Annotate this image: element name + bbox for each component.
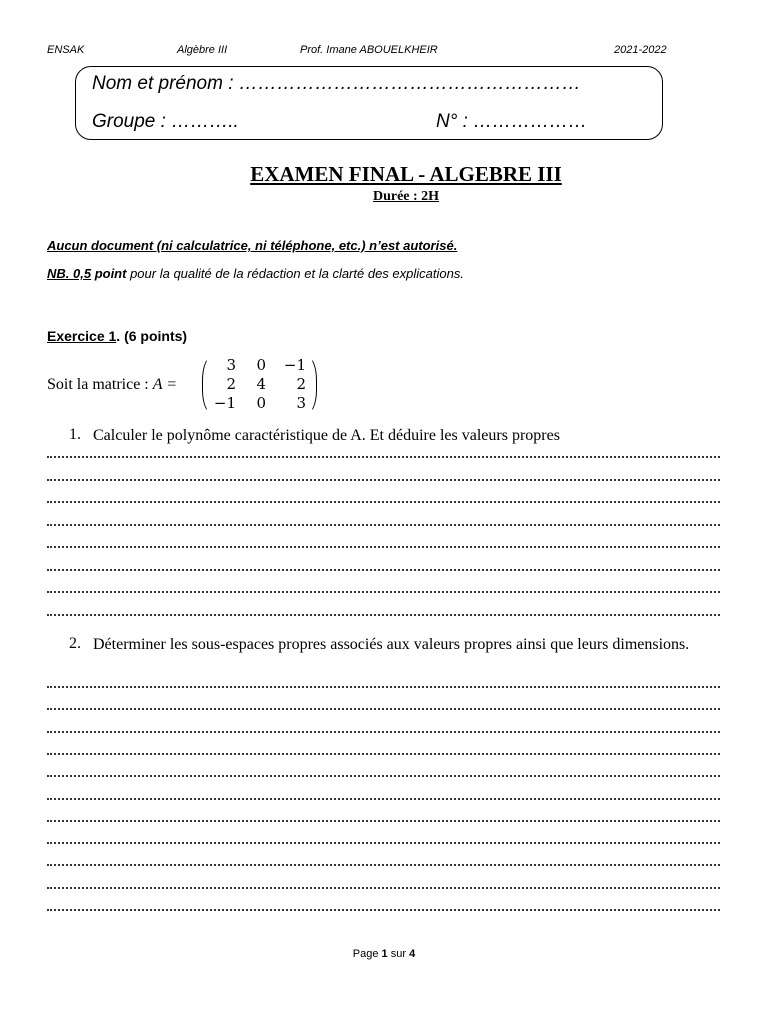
matrix-cell: 3 xyxy=(226,356,236,374)
page-header xyxy=(0,44,768,60)
answer-line[interactable] xyxy=(47,614,720,616)
name-field-label: Nom et prénom : ……………………………………………… xyxy=(92,73,581,94)
matrix-cell: 2 xyxy=(226,375,236,393)
matrix-right-paren xyxy=(307,356,317,414)
answer-line[interactable] xyxy=(47,753,720,755)
answer-line[interactable] xyxy=(47,820,720,822)
answer-line[interactable] xyxy=(47,798,720,800)
student-number-label: N° : ……………… xyxy=(436,111,588,132)
answer-line[interactable] xyxy=(47,569,720,571)
matrix-cell: −1 xyxy=(283,356,306,374)
matrix-name: A = xyxy=(152,376,178,393)
exercise-1-points: . (6 points) xyxy=(116,328,188,344)
matrix-cell: 2 xyxy=(296,375,306,393)
answer-line[interactable] xyxy=(47,887,720,889)
matrix-cell: 0 xyxy=(256,394,266,412)
group-field-label: Groupe : ……….. xyxy=(92,111,239,132)
exercise-1-title: Exercice 1 xyxy=(47,328,117,344)
answer-line[interactable] xyxy=(47,864,720,866)
footer-page-number: 1 xyxy=(381,948,388,960)
matrix-intro-text: Soit la matrice : xyxy=(47,376,153,393)
page-footer xyxy=(0,948,768,960)
answer-line[interactable] xyxy=(47,546,720,548)
question-text: Déterminer les sous-espaces propres associés aux valeurs propres ainsi que leurs dimensions. xyxy=(93,636,690,653)
answer-line[interactable] xyxy=(47,686,720,688)
school-name: ENSAK xyxy=(47,44,85,56)
answer-line[interactable] xyxy=(47,775,720,777)
matrix-cell: 0 xyxy=(256,356,266,374)
question-number: 1. xyxy=(69,426,81,443)
answer-line[interactable] xyxy=(47,501,720,503)
answer-line[interactable] xyxy=(47,842,720,844)
nb-note xyxy=(47,266,464,281)
answer-line[interactable] xyxy=(47,591,720,593)
footer-page-total: 4 xyxy=(409,948,416,960)
nb-lead: NB. 0,5 xyxy=(47,266,92,281)
academic-year: 2021-2022 xyxy=(614,44,667,56)
no-documents-warning: Aucun document (ni calculatrice, ni téléphone, etc.) n’est autorisé. xyxy=(47,238,458,253)
answer-line[interactable] xyxy=(47,456,720,458)
exam-duration: Durée : 2H xyxy=(372,189,440,204)
answer-line[interactable] xyxy=(47,524,720,526)
matrix-cell: 3 xyxy=(296,394,306,412)
matrix-a xyxy=(202,356,317,416)
matrix-intro xyxy=(47,376,177,394)
course-name: Algèbre III xyxy=(177,44,228,56)
nb-rest: pour la qualité de la rédaction et la clarté des explications. xyxy=(126,266,464,281)
exam-title: EXAMEN FINAL - ALGEBRE III xyxy=(250,162,562,186)
question-number: 2. xyxy=(69,635,81,652)
answer-line[interactable] xyxy=(47,708,720,710)
footer-page-word: Page xyxy=(352,948,382,960)
professor-name: Prof. Imane ABOUELKHEIR xyxy=(300,44,438,56)
question-text: Calculer le polynôme caractéristique de A. Et déduire les valeurs propres xyxy=(93,427,560,444)
footer-of-word: sur xyxy=(387,948,410,960)
nb-points: point xyxy=(91,266,127,281)
answer-line[interactable] xyxy=(47,909,720,911)
exercise-1-heading xyxy=(47,328,187,344)
matrix-cell: −1 xyxy=(213,394,236,412)
matrix-cell: 4 xyxy=(256,375,266,393)
answer-line[interactable] xyxy=(47,731,720,733)
answer-line[interactable] xyxy=(47,479,720,481)
identity-box xyxy=(75,66,663,140)
